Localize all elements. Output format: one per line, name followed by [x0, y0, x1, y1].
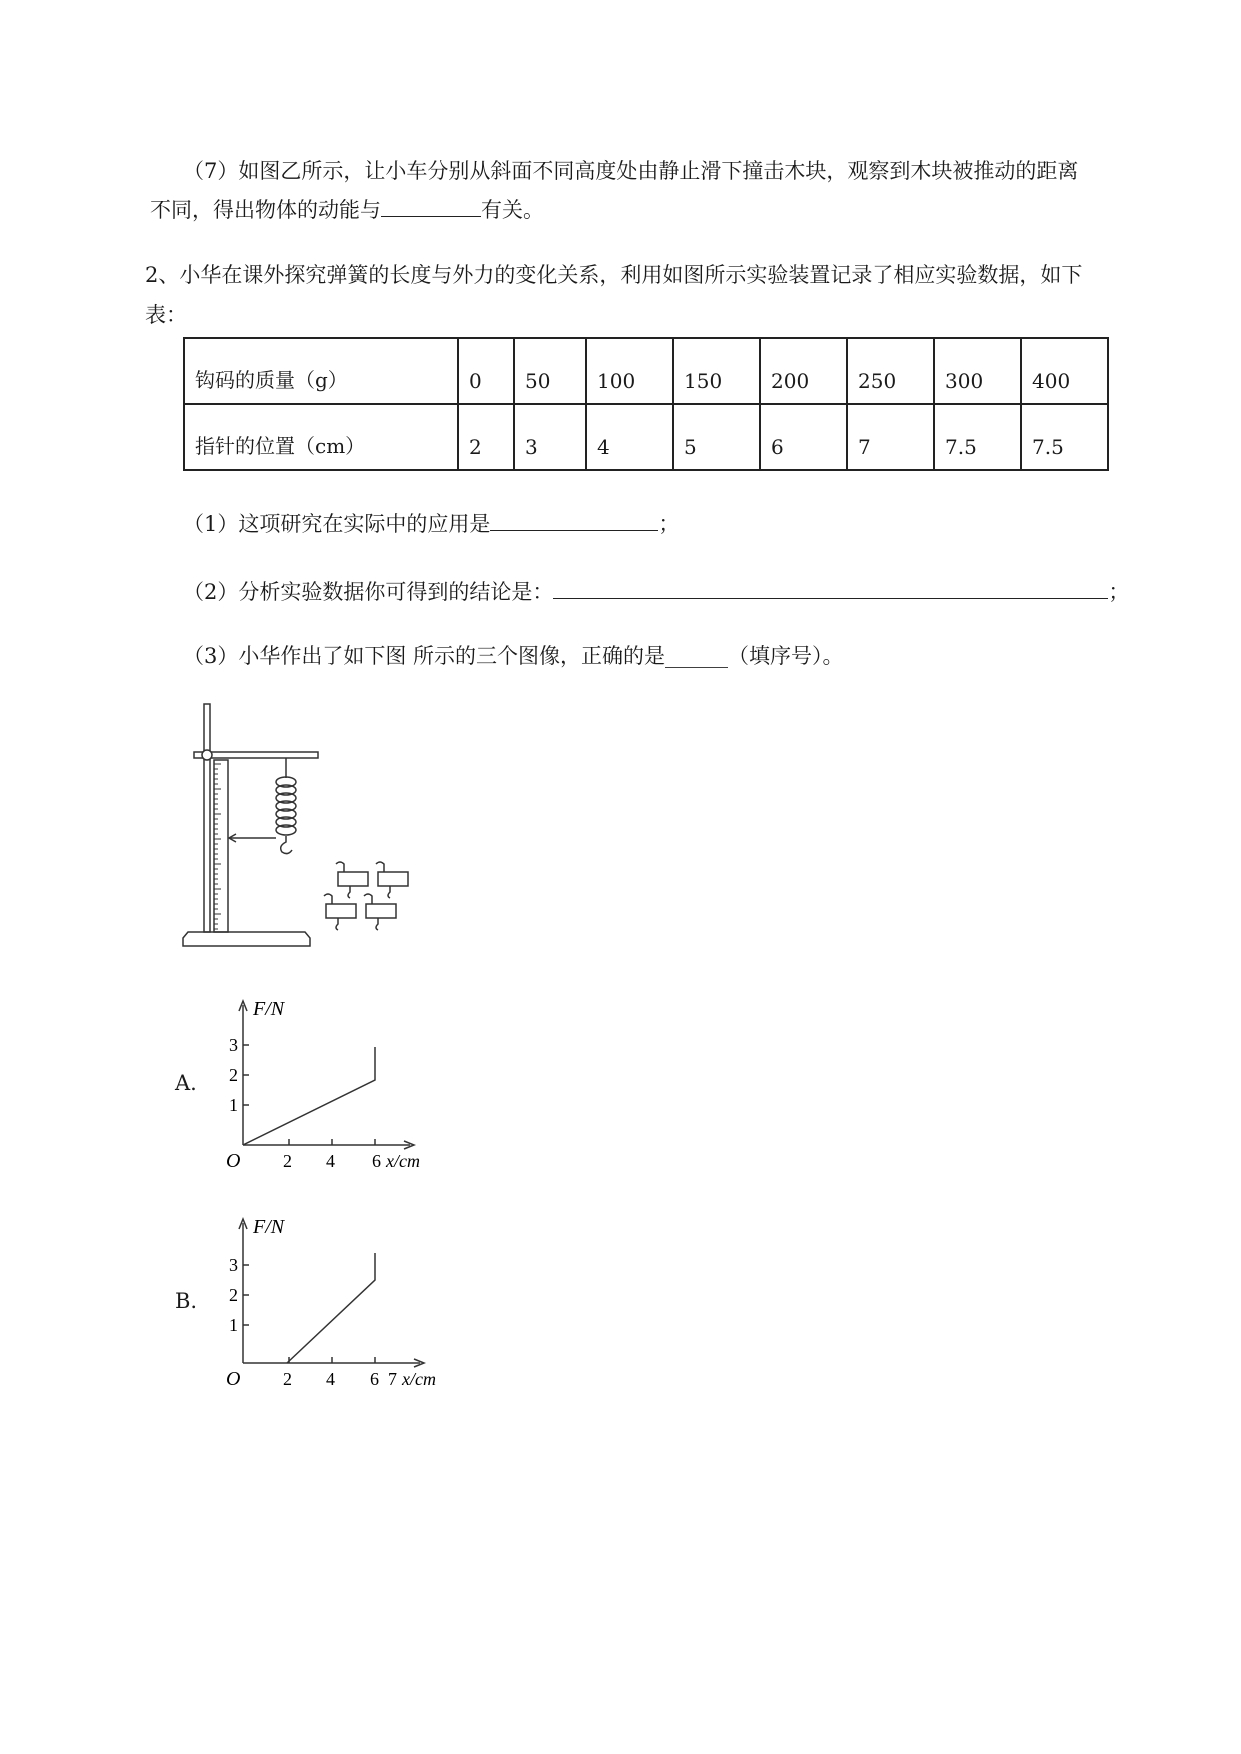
table-cell: 2: [458, 404, 514, 470]
tick-label: 4: [326, 1151, 335, 1171]
origin-label: O: [226, 1368, 241, 1390]
table-cell: 7.5: [934, 404, 1021, 470]
table-cell: 3: [514, 404, 586, 470]
tick-label: 2: [229, 1285, 238, 1305]
graph-a-line: [243, 1047, 375, 1145]
clamp-icon: [202, 750, 212, 760]
tick-label: 3: [229, 1255, 238, 1275]
table-cell: 7.5: [1021, 404, 1108, 470]
spring-apparatus-figure: [180, 700, 420, 956]
table-cell: 7: [847, 404, 934, 470]
graph-b[interactable]: [220, 1213, 460, 1393]
table-header-position: 指针的位置（cm）: [184, 404, 458, 470]
q7-line1: （7）如图乙所示，让小车分别从斜面不同高度处由静止滑下撞击木块，观察到木块被推动的距离: [183, 159, 1079, 183]
table-row-mass: [184, 338, 1108, 404]
q2-sub1-end: ；: [658, 512, 680, 536]
table-row-position: [184, 404, 1108, 470]
q2-sub2-end: ；: [1108, 580, 1130, 604]
q7-line2-text: 不同，得出物体的动能与: [150, 198, 381, 222]
tick-label: 2: [283, 1151, 292, 1171]
option-b-label[interactable]: B.: [175, 1289, 198, 1313]
tick-label: 6: [370, 1369, 379, 1389]
ruler: [214, 760, 228, 932]
weights-icon: [324, 862, 408, 930]
tick-label: 3: [229, 1035, 238, 1055]
q2-sub1-answer-blank[interactable]: [490, 508, 658, 531]
tick-label: 2: [229, 1065, 238, 1085]
graph-b-y-label: F/N: [253, 1216, 285, 1238]
tick-label: 2: [283, 1369, 292, 1389]
tick-label: 1: [229, 1315, 238, 1335]
table-header-mass: 钩码的质量（g）: [184, 338, 458, 404]
table-cell: 5: [673, 404, 760, 470]
stand-base: [183, 932, 310, 946]
table-cell: 150: [673, 338, 760, 404]
q7-answer-blank[interactable]: [381, 194, 481, 217]
table-cell: 200: [760, 338, 847, 404]
table-cell: 100: [586, 338, 673, 404]
tick-label: 6: [372, 1151, 381, 1171]
stand-pole: [204, 704, 210, 932]
q2-sub2-answer-blank[interactable]: [553, 576, 1108, 599]
q2-sub2: [183, 576, 1129, 607]
q2-sub2-text: （2）分析实验数据你可得到的结论是：: [183, 580, 554, 604]
q2-sub1: [183, 508, 679, 539]
table-cell: 6: [760, 404, 847, 470]
spring-icon: [276, 777, 296, 835]
graph-b-line: [287, 1253, 375, 1363]
origin-label: O: [226, 1150, 241, 1172]
table-cell: 250: [847, 338, 934, 404]
q2-sub3: （3）小华作出了如下图 所示的三个图像，正确的是______（填序号）。: [183, 644, 844, 668]
tick-label: 7: [388, 1369, 397, 1389]
q7-line2: [150, 194, 544, 225]
graph-a[interactable]: [220, 995, 440, 1175]
table-cell: 0: [458, 338, 514, 404]
option-a-label[interactable]: A.: [175, 1071, 197, 1095]
q2-line2: 表：: [145, 303, 187, 327]
table-cell: 50: [514, 338, 586, 404]
tick-label: 1: [229, 1095, 238, 1115]
graph-b-x-label: x/cm: [402, 1369, 436, 1389]
data-table: [183, 337, 1109, 471]
graph-a-x-label: x/cm: [386, 1151, 420, 1171]
q2-sub1-text: （1）这项研究在实际中的应用是: [183, 512, 491, 536]
table-cell: 400: [1021, 338, 1108, 404]
table-cell: 4: [586, 404, 673, 470]
q2-line1: 2、小华在课外探究弹簧的长度与外力的变化关系，利用如图所示实验装置记录了相应实验数据，如下: [145, 263, 1083, 287]
graph-a-y-label: F/N: [253, 998, 285, 1020]
tick-label: 4: [326, 1369, 335, 1389]
q7-line2-end: 有关。: [481, 198, 544, 222]
table-cell: 300: [934, 338, 1021, 404]
